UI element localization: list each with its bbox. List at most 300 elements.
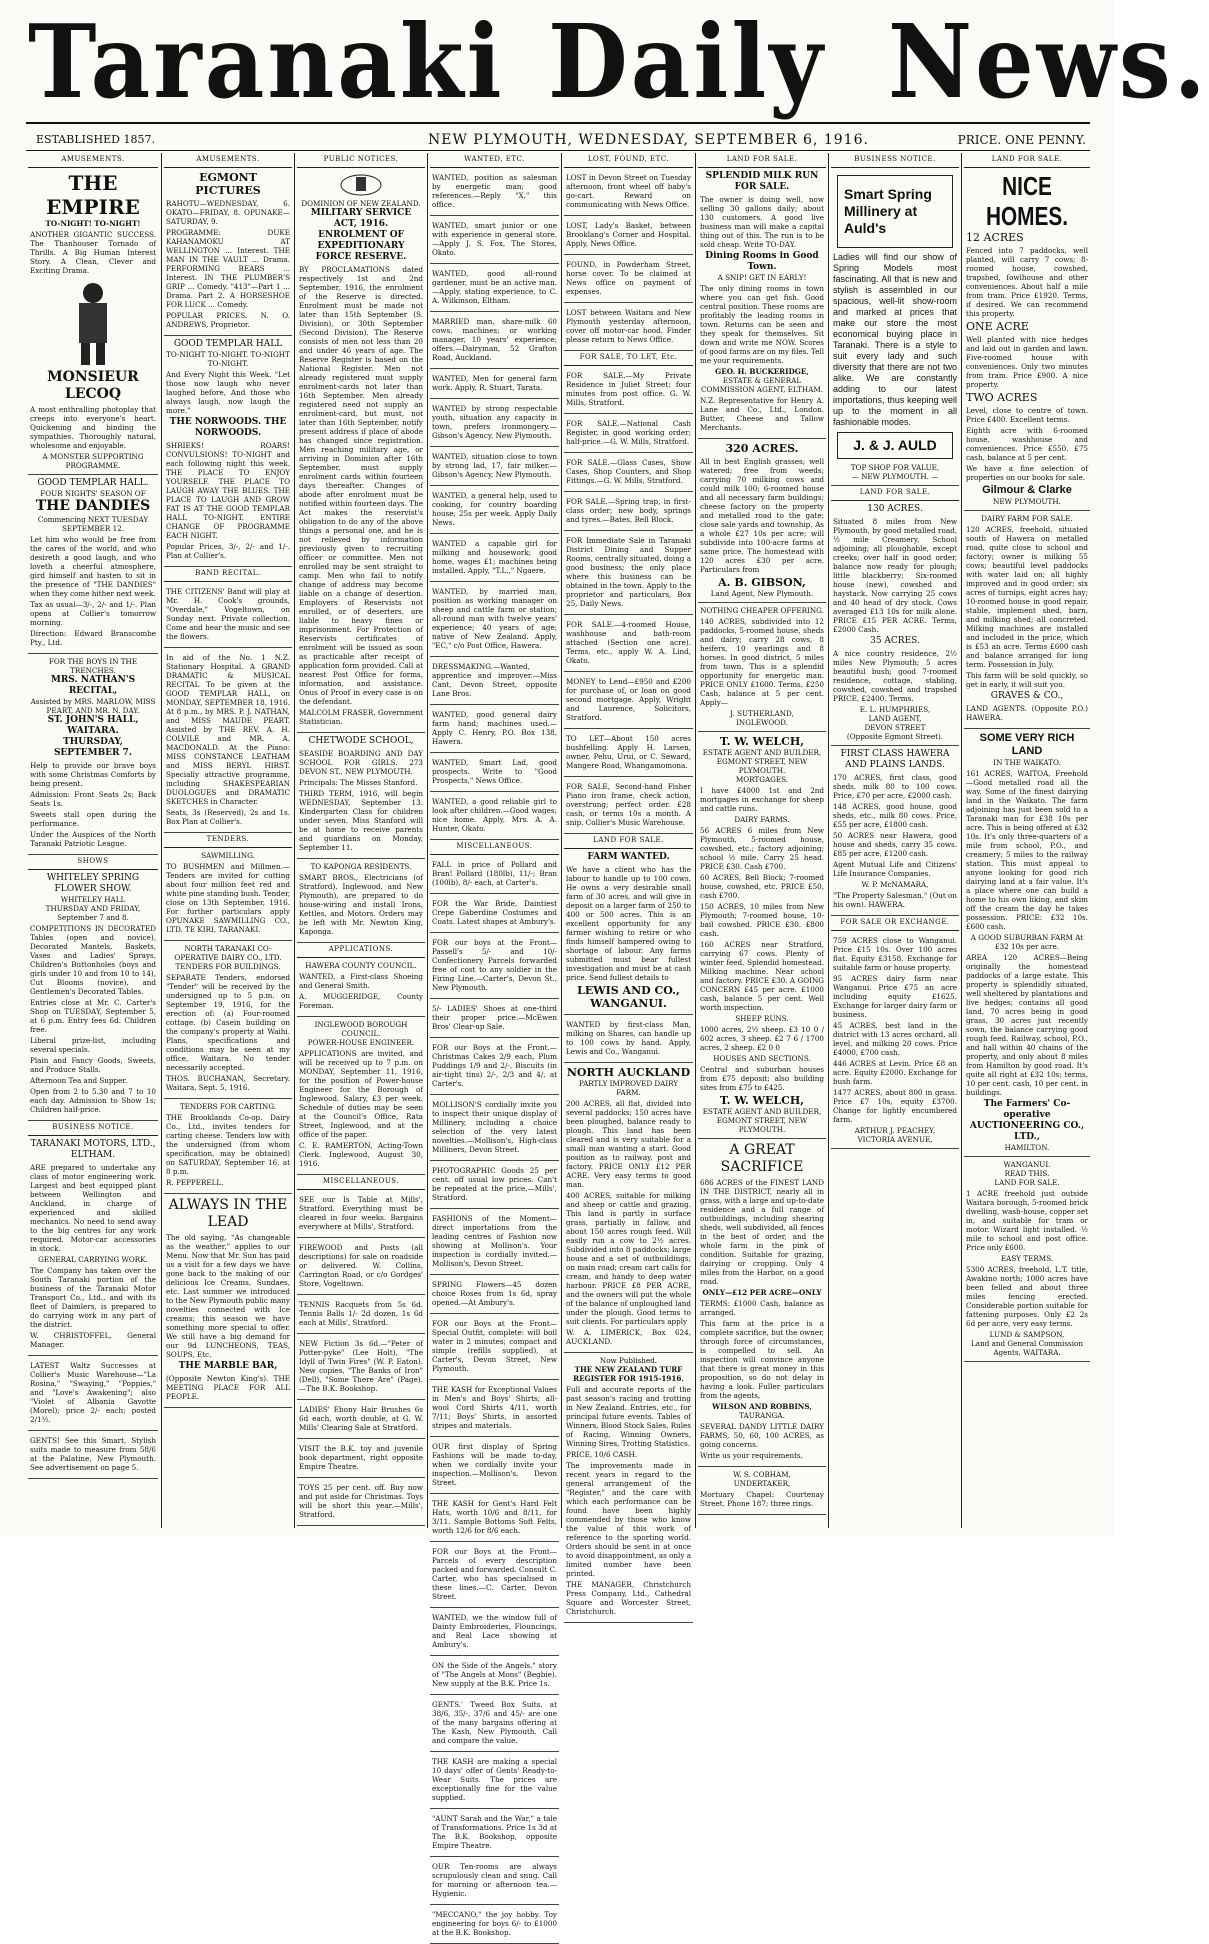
- misc-ad: [430, 1437, 559, 1494]
- cobham-ad: [698, 1467, 826, 1515]
- wanted-item: WANTED a capable girl for milking and housework; good home, wages £1; machines being installed. Apply, "T.L.," Ngaere.: [432, 539, 557, 575]
- sold: This farm will be sold quickly, so get in early, it will suit you.: [966, 671, 1088, 689]
- coat-of-arms-icon: [299, 171, 423, 199]
- wanted-item: WANTED, good all-round gardener, must be an active man.—Apply, stating experience, to C. A. Wilkinson, Eltham.: [432, 269, 557, 305]
- cobham: W. S. COBHAM,: [733, 1470, 791, 1479]
- tonight: TO-NIGHT TO-NIGHT. TO-NIGHT TO-NIGHT.: [166, 350, 290, 368]
- column-rule: [695, 153, 696, 1528]
- section-heading: BUSINESS NOTICE.: [28, 1121, 158, 1136]
- section-heading: AMUSEMENTS.: [164, 153, 292, 168]
- man-figure-illustration: [63, 279, 123, 365]
- wanted-item: WANTED by strong respectable youth, situation any capacity in town, prefers ironmongery.—Gibson's Agency, New Plymouth.: [432, 404, 557, 440]
- eighth: Eighth acre with 6-roomed house, washhouse and conveniences. Price £550. £75 cash, balance at 5 per cent.: [966, 426, 1088, 462]
- welch-ad: [698, 732, 826, 1139]
- inglewood-title: INGLEWOOD BOROUGH COUNCIL.: [314, 1020, 408, 1038]
- acres-686: 686 ACRES of the FINEST LAND IN THE DISTRICT, nearly all in grass, with a large and up-to-date residence and a full range of outbuildings, including shearing sheds, well subdivided, all fences in the best of order, and the whole farm in the pink of condition. Suitable for grazing, dairying or cropping. Only 4 miles from the Harbor, on a good road.: [700, 1178, 824, 1286]
- column-rule: [161, 153, 162, 1528]
- sale-item: FOR SALE, Second-hand Fisher Piano iron frame, check action, overstrung; perfect order. £28 cash, or terms 10s a month. A snip. Collier's Music Warehouse.: [566, 782, 691, 827]
- sale-item: MONEY to Lend—£950 and £200 for purchase of, or loan on good second mortgage. Apply, Wright and Laurence, Solicitors, Stratford.: [566, 677, 691, 722]
- misc-item: WANTED, we the window full of Dainty Embroideries, Flouncings, and Real Lace showing at Ambury's.: [432, 1613, 557, 1649]
- farmers: The Farmers' Co-operative AUCTIONEERING CO., LTD.,: [969, 1099, 1085, 1142]
- area-120: AREA 120 ACRES—Being originally the homestead paddocks of a large estate. This property is splendidly situated, well sheltered by plantations and live hedges; contains all good land, 70 acres being in good grass, 30 acres just recently sown, the balance carrying good rough feed. Railway, school, P.O., and hall within 40 chains of the property, and only about 8 miles from Hamilton by good road. It's quite all right at £32 10s; terms, 10 per cent. cash, 10 per cent. in buildings.: [966, 953, 1088, 1097]
- band-text: THE CITIZENS' Band will play at Mr. H. Cook's grounds, "Overdale," Vogeltown, on Sunday next. Private collection. Come and hear the music and see the flowers.: [166, 587, 290, 641]
- welch-sub: ESTATE AGENT AND BUILDER, EGMONT STREET, NEW PLYMOUTH.: [702, 748, 822, 775]
- price: PRICE. ONE PENNY.: [957, 133, 1086, 147]
- lund-ad: [964, 1157, 1090, 1362]
- section-heading: LAND FOR SALE.: [698, 153, 826, 168]
- column-1: [28, 153, 158, 1528]
- one-acre-2: 1 ACRE freehold just outside Waitara borough, 5-roomed brick dwelling, wash-house, copper set in, and suitable for tram or motor. Wizard light installed. ½ mile to school and post office. Price only £600.: [966, 1189, 1088, 1252]
- misc-ad: [430, 1380, 559, 1437]
- misc-ad: [430, 1038, 559, 1095]
- wanted-ad: [430, 705, 559, 753]
- sale-ad: [564, 672, 693, 729]
- section-heading: LOST, FOUND, ETC.: [564, 153, 693, 168]
- mortgages-text: I have £4000 1st and 2nd mortgages in exchange for sheep and cattle runs.: [700, 786, 824, 813]
- turf-title: THE NEW ZEALAND TURF REGISTER FOR 1915-1916.: [573, 1365, 684, 1383]
- egmont-dates: RAHOTU—WEDNESDAY, 6. OKATO—FRIDAY, 8. OPUNAKE—SATURDAY, 9.: [166, 199, 290, 226]
- sutherland-town: INGLEWOOD.: [736, 718, 788, 727]
- marble-addr: (Opposite Newton King's). THE MEETING PLACE FOR ALL PEOPLE.: [166, 1374, 290, 1401]
- welch: T. W. WELCH,: [719, 735, 805, 748]
- section-heading: APPLICATIONS.: [297, 943, 425, 958]
- acres-35-title: 35 ACRES.: [870, 636, 920, 646]
- buckeridge-rep: N.Z. Representative for Henry A. Lane and Co., Ltd., London. Butter, Cheese and Tallow Merchants.: [700, 396, 824, 432]
- farm-wanted-text: We have a client who has the labour to handle up to 100 cows. He owns a very desirable small farm of 30 acres, and will give in deposit on a larger farm of 250 to 400 or 500 acres. This is an excellent opportunity for any farmer wishing to retire or who finds himself hampered owing to shortage of labour. Any farms submitted must bear fullest investigation and must be at cash price. Send fullest details to: [566, 865, 691, 982]
- welch2: T. W. WELCH,: [719, 1094, 805, 1107]
- misc-ad: [430, 1494, 559, 1542]
- milk-run-ad: [698, 168, 826, 439]
- enrolment-title: ENROLMENT OF EXPEDITIONARY FORCE RESERVE.: [315, 230, 407, 262]
- misc-item: THE KASH for Exceptional Values in Men's and Boys' Shirts; all-wool Cord Shirts 4/11, worth 7/11; Boys' Shirts, in assorted stripes and materials.: [432, 1385, 557, 1430]
- wanted-ad: [430, 399, 559, 447]
- turf-price: PRICE, 10/6 CASH.: [566, 1450, 637, 1459]
- selection: We have a fine selection of properties on our books for sale.: [966, 464, 1088, 482]
- smart-millinery: Smart Spring Millinery at Auld's: [837, 175, 953, 248]
- wanted-ad: [430, 447, 559, 486]
- dateline-rule: [26, 150, 1090, 151]
- only-12: ONLY—£12 PER ACRE—ONLY: [702, 1288, 822, 1297]
- column-rule: [828, 153, 829, 1528]
- column-3: [297, 153, 425, 1528]
- misc-ad: [430, 933, 559, 999]
- misc-ad: [430, 1314, 559, 1380]
- acres-56: 56 ACRES 6 miles from New Plymouth, 5-roomed house, cowshed, etc.; factory adjoining; school ½ mile. Carry 25 head. PRICE £30. Cash £700.: [700, 826, 824, 871]
- sale-ad: [564, 729, 693, 777]
- egmont-ad: [164, 168, 292, 336]
- dairy-heading: DAIRY FARM FOR SALE.: [981, 514, 1073, 523]
- column-rule: [427, 153, 428, 1528]
- hawera-text: WANTED, a First-class Shoeing and General Smith.: [299, 972, 423, 990]
- graves-ad: [964, 511, 1090, 729]
- welch2-sub: ESTATE AGENT AND BUILDER, EGMONT STREET, NEW PLYMOUTH.: [702, 1107, 822, 1134]
- chetwode-sub: SEASIDE BOARDING AND DAY SCHOOL FOR GIRLS. 273 DEVON ST., NEW PLYMOUTH.: [299, 749, 423, 776]
- prize: Liberal prize-list, including several specials.: [30, 1036, 156, 1054]
- misc-item: PHOTOGRAPHIC Goods 25 per cent. off usual low prices. Can't be repeated at the price.—Mills', Stratford.: [432, 1166, 557, 1202]
- turf-ad: [564, 1353, 693, 1623]
- milk-run-title: SPLENDID MILK RUN FOR SALE.: [705, 171, 819, 192]
- misc-ad: [430, 1542, 559, 1608]
- masthead-word-taranaki: Taranaki: [28, 2, 505, 122]
- two-acres-title: TWO ACRES: [966, 391, 1038, 404]
- section-heading: MISCELLANEOUS.: [297, 1175, 425, 1190]
- read-this: READ THIS.: [1004, 1169, 1050, 1178]
- gilmour-ad: [964, 168, 1090, 511]
- lost-item: LOST between Waitara and New Plymouth yesterday afternoon, cover off motor-car hood. Finder please return to News Office.: [566, 308, 691, 344]
- section-heading: FOR SALE OR EXCHANGE.: [831, 916, 959, 931]
- humphries: E. L. HUMPHRIES,: [859, 705, 931, 714]
- graves-sub: LAND AGENTS. (Opposite P.O.) HAWERA.: [966, 704, 1088, 722]
- powerhouse-text: APPLICATIONS are invited, and will be received up to 7 p.m. on MONDAY, September 11, 1916, for the position of Power-house Engineer for the Borough of Inglewood. Salary, £3 per week. Schedule of duties may be seen at the Council's Office, Rata Street, Inglewood, and at the office of the paper.: [299, 1049, 423, 1139]
- easy-terms: EASY TERMS.: [1000, 1254, 1054, 1263]
- column-7: [831, 153, 959, 1528]
- every-night: And Every Night this Week. "Let those now laugh who never laughed before, And those who always laugh, now laugh the more.": [166, 370, 290, 415]
- shrieks: SHRIEKS! ROARS! CONVULSIONS! TO-NIGHT and each following night this week. THE PLACE TO ENJOY YOURSELF. THE PLACE TO LAUGH AWAY THE BLUES. THE PLACE TO LAUGH AND GROW FAT IS AT THE GOOD TEMPLAR HALL TO-NIGHT. ENTIRE CHANGE OF PROGRAMME EACH NIGHT.: [166, 441, 290, 540]
- boys-title: FOR THE BOYS IN THE TRENCHES.: [48, 657, 138, 675]
- wanted-ad: [430, 582, 559, 657]
- hawera-title: HAWERA COUNTY COUNCIL.: [305, 961, 417, 970]
- lund: LUND & SAMPSON,: [989, 1330, 1065, 1339]
- misc-ad: [430, 1275, 559, 1314]
- lost-item: LOST in Devon Street on Tuesday afternoon, front wheel off baby's go-cart. Reward on communicating with News Office.: [566, 173, 691, 209]
- gth-title: GOOD TEMPLAR HALL.: [37, 478, 149, 488]
- mcnamara-ad: [831, 746, 959, 916]
- mortgages: MORTGAGES.: [735, 775, 789, 784]
- misc-item: SEE our Is Table at Mills', Stratford. Everything must be cleared in four weeks. Bargains everywhere at Mills', Stratford.: [299, 1195, 423, 1231]
- acres-161: 161 ACRES, WAITOA, Freehold—Good metalled road all the way. Some of the finest dairying land in the Waikato. The farm adjoining has just been sold to a Taranaki man for £38 10s per acre. This is being offered at £32 10s. It's only three-quarters of a mile from school, P.O., and creamery; 5 miles to the railway station. This must appeal to anyone looking for good rich dairying land at a fair value. It's a place where one can build a home to his own liking, and skim off the cream the day he takes possession. PRICE: £32 10s. £600 cash.: [966, 769, 1088, 931]
- mcnamara-sub: "The Property Salesman." (Out on his own). HAWERA.: [833, 891, 957, 909]
- masthead-word-daily: Daily: [548, 2, 826, 122]
- misc-item: GENTS.' Tweed Box Suits, at 38/6, 35/-, 37/6 and 45/- are one of the many bargains offering at The Kash, New Plymouth. Call and compare the value.: [432, 1700, 557, 1745]
- lecoq-support: A MONSTER SUPPORTING PROGRAMME.: [42, 452, 144, 470]
- misc-ad: [430, 855, 559, 894]
- misc-item: FIREWOOD and Posts (all descriptions) for sale on roadside or delivered. W. Collins, Carrington Road, or c/o Gordges' Store, Vogeltown.: [299, 1243, 423, 1288]
- farm-wanted-ad: [564, 849, 693, 1015]
- christoffel: W. CHRISTOFFEL, General Manager.: [30, 1331, 156, 1349]
- misc-item: FOR our Boys at the Front—Parcels of every description packed and forwarded. Consult C. Carter, who has specialised in these lines.—C. Carter, Devon Street.: [432, 1547, 557, 1601]
- acres-95: 95 ACRES dairy farm near Wanganui. Price £75 an acre including equity £1625. Exchange for larger dairy farm or business.: [833, 974, 957, 1019]
- sale-ad: [564, 531, 693, 615]
- nathan-assist: Assisted by MRS. MARLOW, MISS PEART, AND MR. N. DAY.: [30, 697, 156, 715]
- tea: Afternoon Tea and Supper.: [30, 1076, 128, 1085]
- auld-text: Ladies will find our show of Spring Models most fascinating. All that is new and stylish is assembled in our spacious, well-lit show-room and marked at prices that make our store the most economical buying place in Taranaki. There is a style to suit every lady and such diversity that there are not two alike. We are constantly adding to our latest importations, thus keeping well up to the moment in all fashionable modes.: [833, 252, 957, 427]
- land-sale: LAND FOR SALE.: [994, 1178, 1060, 1187]
- acres-60: 60 ACRES, Bell Block; 7-roomed house, cowshed, etc. PRICE £50, cash £700.: [700, 873, 824, 900]
- lund-sub: Land and General Commission Agents, WAITARA.: [971, 1339, 1083, 1357]
- farm-wanted-title: FARM WANTED.: [587, 852, 670, 862]
- muggeridge: A. MUGGERIDGE, County Foreman.: [299, 992, 423, 1010]
- victoria: VICTORIA AVENUE,: [857, 1135, 933, 1144]
- sheep-title: SHEEP RUNS.: [735, 1014, 789, 1023]
- fraser: MALCOLM FRASER, Government Statistician.: [299, 708, 423, 726]
- misc-ad: [430, 894, 559, 933]
- wanted-ad: [430, 216, 559, 264]
- powerhouse-title: POWER-HOUSE ENGINEER.: [307, 1038, 415, 1047]
- wanted-item: WANTED, smart junior or one with experience in general store.—Apply J. S. Fox, The Stores, Okato.: [432, 221, 557, 257]
- misc-item: OUR Ten-rooms are always scrupulously clean and snug. Call for morning or afternoon tea.—Hygienic.: [432, 1862, 557, 1898]
- motors-ad: [28, 1136, 158, 1356]
- always-title: ALWAYS IN THE LEAD: [168, 1197, 288, 1230]
- term: THIRD TERM, 1916, will begin WEDNESDAY, September 13. Kindergarten Class for children under seven. Miss Stanford will be at home to receive parents and guardians on Monday, September 11.: [299, 789, 423, 852]
- dandies-text: Let him who would be free from the cares of the world, and who desireth a good laugh, and who loveth a cheerful atmosphere, gird himself and hasten to sit in the presence of "THE DANDIES" when they come hither next week.: [30, 535, 156, 598]
- empire-sub: ANOTHER GIGANTIC SUCCESS. The Thanhouser Tornado of Thrills. A Big Human Interest Story. A Clean, Clever and Exciting Drama.: [30, 230, 156, 275]
- section-heading: BUSINESS NOTICE.: [831, 153, 959, 168]
- waltz-ad: [28, 1356, 158, 1431]
- competitions: COMPETITIONS IN DECORATED Tables (open and novice), Decorated Mantels, Baskets, Vases and Ladies' Sprays, Children's Buttonholes (boys and girls under 10 and from 10 to 14), Cut Blooms (novice), and Gentlemen's Decorated Tables.: [30, 924, 156, 996]
- now-published: Now Published.: [599, 1356, 658, 1365]
- dining-text: The only dining rooms in town where you can get fish. Good central position. These rooms are profitably the leading rooms in town. Returns can be seen and they speak for themselves. Sit down and write me NOW. Scores of good farms are on my files. Tell me your requirements.: [700, 284, 824, 365]
- north-auckland-ad: [564, 1063, 693, 1353]
- wanganui: WANGANUI.: [1003, 1160, 1051, 1169]
- acres-130-title: 130 ACRES.: [867, 504, 923, 514]
- whiteley-ad: [28, 870, 158, 1121]
- column-2: [164, 153, 292, 1528]
- column-rule: [561, 153, 562, 1528]
- several: SEVERAL DANDY LITTLE DAIRY FARMS, 50, 60, 100 ACRES, as going concerns.: [700, 1422, 824, 1449]
- wanted-item: WANTED, Smart Lad, good prospects. Write to "Good Prospects," News Office.: [432, 758, 557, 785]
- misc-ad: [297, 1478, 425, 1526]
- always-text: The old saying, "As changeable as the weather," applies to our Menu. Now that Mr. Sun has paid us a visit for a few days we have gone back to the making of our delicious Ice Creams, Sundaes, etc. Last summer we introduced to the New Plymouth public many novelties connected with Ice creams; this season we have something more special to offer. We still have a big demand for our 9d LUNCHEONS, TEAS, SOUPS, Etc.: [166, 1233, 290, 1359]
- recital-ad: [28, 654, 158, 855]
- sale-item: FOR Immediate Sale in Taranaki District Dining and Supper Rooms, centrally situated, doing a good business; the only place where this business can be obtained in the town. Apply to the proprietor and particulars, Box 25, Daily News.: [566, 536, 691, 608]
- misc-item: THE KASH are making a special 10 days' offer of Gents' Ready-to-Wear Suits. The prices are exceptionally fine for the value supplied.: [432, 1757, 557, 1802]
- misc-ad: [430, 999, 559, 1038]
- misc-item: LADIES' Ebony Hair Brushes 6s 6d each, worth double, at G. W. Mills' Clearing Sale at Stratford.: [299, 1405, 423, 1432]
- wanted-item: WANTED, good general dairy farm hand; machines used.—Apply C. Henry, P.O. Box 138, Hawera.: [432, 710, 557, 746]
- sale-ad: [564, 492, 693, 531]
- empire-tonight: TO-NIGHT! TO-NIGHT!: [45, 219, 141, 228]
- lost-ad: [564, 216, 693, 255]
- sale-ad: [564, 777, 693, 834]
- misc-item: FOR the War Bride, Daintiest Crepe Gaberdine Costumes and Coats. Latest shapes at Ambury's.: [432, 899, 557, 926]
- plain-stalls: Plain and Fancy Goods, Sweets, and Produce Stalls.: [30, 1056, 156, 1074]
- acres-12-text: Fenced into 7 paddocks, well planted, will carry 7 cows; 8-roomed house, cowshed, trapshed, fowlhouse and other conveniences. About half a mile from tram. Price £1920. Terms, if desired. We can recommend this property.: [966, 246, 1088, 318]
- misc-ad: [297, 1439, 425, 1478]
- buckeridge-sub: ESTATE & GENERAL COMMISSION AGENT, ELTHAM.: [700, 376, 824, 394]
- masthead: [28, 2, 1209, 122]
- misc-ad: [430, 1752, 559, 1809]
- column-rule: [294, 153, 295, 1528]
- misc-ad: [430, 1608, 559, 1656]
- nothing-cheaper-ad: [698, 603, 826, 732]
- milk-run-text: The owner is doing well, now selling 30 gallons daily; about 130 customers. A good live business man will make a capital thing out of this. The run is to be sold cheap. Write TO-DAY.: [700, 195, 824, 249]
- dandies-direction: Direction: Edward Branscombe Pty., Ltd.: [30, 629, 156, 647]
- section-heading: BAND RECITAL.: [164, 567, 292, 582]
- wanted-item: WANTED, a good reliable girl to look after children.—Good wages; nice home. Apply, Mrs. A. A. Hunter, Okato.: [432, 797, 557, 833]
- wanted-farm-ad: [564, 1015, 693, 1063]
- improvements: The improvements made in recent years in regard to the general arrangement of the "Register," and the care with which each performance can be found have been highly commended by those who know the value of this work of reference to the sporting world. Orders should be sent in at once to avoid disappointment, as only a limited number have been printed.: [566, 1461, 691, 1578]
- sawmilling-ad: [164, 848, 292, 941]
- stationary-ad: [164, 648, 292, 833]
- section-heading: FOR SALE, TO LET, Etc.: [564, 351, 693, 366]
- sawmilling-text: TO BUSHMEN and Millmen.—Tenders are invited for cutting about four million feet red and white pine standing bush. Tender, close on 13th September, 1916. For further particulars apply OPUNAKE SAWMILLING CO., LTD. TE KIRI, TARANAKI.: [166, 862, 290, 934]
- gents-ad: [28, 1431, 158, 1479]
- misc-item: FOR our boys at the Front—Passell's 5/- and 10/- Confectionery Parcels forwarded free of cost to any soldier in the Firing Line.—Carter's, Devon St., New Plymouth.: [432, 938, 557, 992]
- wanted-ad: [430, 312, 559, 369]
- wanted-item: DRESSMAKING.—Wanted, apprentice and improver.—Miss Cant, Devon Street, opposite Lane Bros.: [432, 662, 557, 698]
- agent: Agent Mutual Life and Citizens' Life Insurance Companies.: [833, 860, 957, 878]
- acres-170: 170 ACRES, first class, good sheds, milk 80 to 100 cows. Price, £70 per acre, £2000 cash.: [833, 773, 957, 800]
- kaponga-title: TO KAPONGA RESIDENTS.: [310, 862, 412, 871]
- carrying-text: The Company has taken over the South Taranaki portion of the business of the Taranaki Motor Transport Co., Ltd., and with its fleet of Daimlers, is prepared to do carrying work in any part of the district.: [30, 1266, 156, 1329]
- misc-item: MOLLISON'S cordially invite you to inspect their unique display of Millinery, including a choice selection of the very latest novelties.—Mollison's, High-class Milliners, Devon Street.: [432, 1100, 557, 1154]
- sale-ad: [564, 615, 693, 672]
- humphries-sub: LAND AGENT,: [868, 714, 922, 723]
- acres-5300: 5300 ACRES, freehold, L.T. title, Awakino north; 1000 acres have been felled and about three miles fencing erected. Considerable portion suitable for fattening purposes. Only £2 2s 6d per acre, very easy terms.: [966, 1265, 1088, 1328]
- band-ad: [164, 582, 292, 648]
- carting-text: THE Brooklands Co-op. Dairy Co., Ltd., invites tenders for carting cheese. Tenders low with the undersigned (from whom specification, may be obtained) on SATURDAY, September 16, at 8 p.m.: [166, 1113, 290, 1176]
- waltz-text: LATEST Waltz Successes at Collier's Music Warehouse—"La Rosina," "Swaying," "Poppies," and "Love's Awakening"; also "Violet of Albania Gavotte (Morel); price 2/- each; posted 2/1½.: [30, 1361, 156, 1424]
- ntcoop: NORTH TARANAKI CO-OPERATIVE DAIRY CO., LTD.: [174, 944, 282, 962]
- peachey: ARTHUR J. PEACHEY,: [854, 1126, 936, 1135]
- misc-ad: [430, 1656, 559, 1695]
- wanted-item: WANTED, position as salesman by energetic man; good references.—Reply "X," this office.: [432, 173, 557, 209]
- dining-title: Dining Rooms in Good Town.: [705, 251, 819, 272]
- pepperell: R. PEPPERELL.: [166, 1178, 224, 1187]
- wanted-ad: [430, 792, 559, 840]
- sale-item: FOR SALE.—Spring trap, in first-class order; new body, springs and tyres.—Bates, Bell Block.: [566, 497, 691, 524]
- acres-120: 120 ACRES, freehold, situated south of Hawera on metalled road, quite close to school and factory; owner is milking 55 cows; beautiful level paddocks with water laid on; all highly improved and in good order; six acres of turnips, eight acres hay; 10-roomed house in good repair, stable, implement shed, barn, and milking shed; all concreted. Milking machines are installed and included in the price, which is £53 an acre. Terms £600 cash and balance arranged for long term. Possession in July.: [966, 525, 1088, 669]
- section-heading: AMUSEMENTS.: [28, 153, 158, 168]
- marble-title: THE MARBLE BAR,: [178, 1361, 278, 1371]
- dateline: [28, 130, 1090, 150]
- misc-item: TOYS 25 per cent. off. Buy now and put aside for Christmas. Toys will be short this year.—Mills', Stratford.: [299, 1483, 423, 1519]
- misc-ad: [430, 1695, 559, 1752]
- waikato: IN THE WAIKATO.: [993, 758, 1061, 767]
- wanted-ad: [430, 486, 559, 534]
- stjohns-title: ST. JOHN'S HALL, WAITARA.: [47, 715, 139, 736]
- lost-ad: [564, 255, 693, 303]
- buildings-title: TENDERS FOR BUILDINGS.: [175, 962, 281, 971]
- robbins: WILSON AND ROBBINS,: [712, 1402, 812, 1411]
- acres-759: 759 ACRES close to Wanganui. Price £15 10s. Over 100 acres flat. Equity £3158. Exchange for suitable farm or house property.: [833, 936, 957, 972]
- wanted-ad: [430, 657, 559, 705]
- devon-sub: (Opposite Egmont Street).: [846, 732, 944, 741]
- misc-ad: [297, 1190, 425, 1238]
- misc-item: VISIT the B.K. toy and juvenile book department, right opposite Empire Theatre.: [299, 1444, 423, 1471]
- lost-ad: [564, 303, 693, 351]
- section-heading: LAND FOR SALE.: [831, 486, 959, 501]
- stjohns-text: Help to provide our brave boys with some Christmas Comforts by being present.: [30, 761, 156, 788]
- buildings-ad: [164, 941, 292, 1099]
- thursday-date: THURSDAY, SEPTEMBER 7.: [53, 737, 133, 758]
- entries: Entries close at Mr. C. Carter's Shop on TUESDAY, September 5, at 6 p.m. Entry fees 6d. Children free.: [30, 998, 156, 1034]
- acres-200: 200 ACRES, all flat, divided into several paddocks; 150 acres have been ploughed, balance ready to plough. This land has been cleared and is very suitable for a small man wanting a start. Good position as to railway, post and factory. PRICE ONLY £12 PER ACRE. Very easy terms to good man.: [566, 1099, 691, 1189]
- lost-ad: [564, 168, 693, 216]
- wanted-ad: [430, 264, 559, 312]
- partly-title: PARTLY IMPROVED DAIRY FARM.: [578, 1079, 679, 1097]
- robbins-text: This farm at the price is a complete sacrifice, but the owner, through force of circumstances, is compelled to sell. An inspection will convince anyone that there is great money in this proposition, so do not delay in having a look. Fuller particulars from the agents,: [700, 1319, 824, 1400]
- lewis-title: LEWIS AND CO., WANGANUI.: [577, 984, 680, 1010]
- sheep-table: 1000 acres, 2½ sheep. £3 10 0 / 602 acres, 3 sheep. £2 7 6 / 1700 acres, 2 sheep. £2 0 0: [700, 1025, 824, 1052]
- sale-item: FOR SALE.—Glass Cases, Show Cases, Shop Counters, and Shop Fittings.—G. W. Mills, Stratford.: [566, 458, 691, 485]
- one-acre-text: Well planted with nice hedges and laid out in garden and lawn. Five-roomed house with conveniences. Only two minutes from tram. Price £900. A nice property.: [966, 335, 1088, 389]
- nice-homes: NICE HOMES.: [985, 171, 1069, 231]
- gilmour-sub: NEW PLYMOUTH.: [993, 497, 1061, 506]
- carrying-title: GENERAL CARRYING WORK.: [38, 1255, 148, 1264]
- four-nights: FOUR NIGHTS' SEASON OF: [40, 489, 146, 498]
- misc-item: FALL in price of Pollard and Bran! Pollard (180lb), 11/-; Bran (100lb), 8/- each, at Carter's.: [432, 860, 557, 887]
- peachey-ad: [831, 931, 959, 1149]
- prices: Popular Prices, 3/-, 2/- and 1/-. Plan at Collier's.: [166, 542, 290, 560]
- auld-ad: [831, 168, 959, 486]
- gibson: A. B. GIBSON,: [718, 576, 806, 589]
- section-heading: LAND FOR SALE.: [564, 834, 693, 849]
- section-heading: TENDERS.: [164, 833, 292, 848]
- limerick: W. A. LIMERICK, Box 624, AUCKLAND.: [566, 1328, 691, 1346]
- lecoq-title: MONSIEUR LECOQ: [47, 369, 139, 402]
- motors-text: ARE prepared to undertake any class of motor engineering work. Largest and best equipped plant between Wellington and Auckland, in charge of experienced and skilled mechanics. No need to send away to the big centres for any work required. Motor-car accessories in stock.: [30, 1163, 156, 1253]
- auld-town: — NEW PLYMOUTH. —: [851, 472, 939, 481]
- mcnamara: W. P. McNAMARA,: [861, 880, 929, 889]
- section-heading: SHOWS: [28, 855, 158, 870]
- humphries-ad: [831, 501, 959, 746]
- whiteley-dates: THURSDAY AND FRIDAY, September 7 and 8.: [45, 904, 141, 922]
- motors-title: TARANAKI MOTORS, LTD., ELTHAM.: [30, 1139, 156, 1160]
- misc-ad: [430, 1095, 559, 1161]
- empire-ad: [28, 168, 158, 475]
- auld-name: J. & J. AULD: [837, 432, 953, 459]
- dandies-title: THE DANDIES: [35, 498, 151, 514]
- acres-320-ad: [698, 439, 826, 603]
- empire-title: THE EMPIRE: [46, 171, 140, 219]
- acres-45: 45 ACRES, best land in the district with 13 acres orchard, all level, and milking 20 cows. Price £4000, £700 cash.: [833, 1021, 957, 1057]
- cobham-addr: Mortuary Chapel: Courtenay Street. Phone 187; three rings.: [700, 1490, 824, 1508]
- lost-item: LOST, Lady's Basket, between Brooklang's Corner and Hospital. Apply, News Office.: [566, 221, 691, 248]
- dominion: DOMINION OF NEW ZEALAND.: [301, 199, 421, 208]
- acres-150: 150 ACRES, 10 miles from New Plymouth; 7-roomed house, 10-bail cowshed. PRICE £30. £800 cash.: [700, 902, 824, 938]
- wanted-ad: [430, 753, 559, 792]
- sawmilling-title: SAWMILLING.: [201, 851, 255, 860]
- sacrifice-ad: [698, 1139, 826, 1467]
- sale-ad: [564, 414, 693, 453]
- misc-ad: [430, 1161, 559, 1209]
- misc-item: OUR first display of Spring Fashions will be made to-day, when we cordially invite your inspection.—Mollison's, Devon Street.: [432, 1442, 557, 1487]
- tauranga: TAURANGA.: [739, 1411, 785, 1420]
- kaponga-ad: [297, 859, 425, 943]
- wanted-farm-text: WANTED by first-class Man, milking on Shares, can handle up to 100 cows by hand. Apply, Lewis and Co., Wanganui.: [566, 1020, 691, 1056]
- carting-ad: [164, 1099, 292, 1194]
- gibson-sub: Land Agent, New Plymouth.: [710, 589, 814, 598]
- open-hours: Open from 2 to 5.30 and 7 to 10 each day. Admission to Show 1s; Children half-price.: [30, 1087, 156, 1114]
- terms: TERMS: £1000 Cash, balance as arranged.: [700, 1299, 824, 1317]
- misc-item: 5/- LADIES' Shoes at one-third their proper price.—McEwen Bros' Clear-up Sale.: [432, 1004, 557, 1031]
- stationary-text: In aid of the No. 1 N.Z. Stationary Hospital. A GRAND DRAMATIC & MUSICAL RECITAL To be given at the GOOD TEMPLAR HALL, on MONDAY, SEPTEMBER 18, 1916. At 8 p.m., by MRS. P. J. NATHAN, and MISS MAUDE PEART. Assisted by THE REV. A. H. COLVILE and MR. A. MACDONALD. At the Piano: MISS CONSTANCE LEATHAM and MISS BERYL HIRST. Specially attractive programme, including SHAKESPEARIAN DUOLOGUES and DRAMATIC SKETCHES in Character.: [166, 653, 290, 806]
- masthead-word-news: News.: [888, 2, 1209, 122]
- place-date: NEW PLYMOUTH, WEDNESDAY, SEPTEMBER 6, 1916.: [428, 132, 869, 148]
- column-5: [564, 153, 693, 1616]
- column-6: [698, 153, 826, 1528]
- dandies-tax: Tax as usual—3/-, 2/- and 1/-. Plan opens at Collier's tomorrow morning.: [30, 600, 156, 627]
- chetwode-title: CHETWODE SCHOOL,: [308, 736, 414, 746]
- acres-35-text: A nice country residence, 2½ miles New Plymouth; 5 acres beautiful bush; good 7-roomed residence, cottage, stabling, cowshed, cowshed and trapshed PRICE, £2400. Terms.: [833, 649, 957, 703]
- misc-ad: [297, 1295, 425, 1334]
- acres-50: 50 ACRES near Hawera, good house and sheds, carry 35 cows. £85 per acre, £1200 cash.: [833, 831, 957, 858]
- wanted-ad: [430, 534, 559, 582]
- misc-item: "MECCANO," the joy hobby. Toy engineering for boys 6/- to £1000 at the B.K. Bookshop.: [432, 1910, 557, 1937]
- wanted-item: MARRIED man, share-milk 60 cows, machines; or working manager, 10 years' experience; offers.—Dairyman, 52 Grafton Road, Auckland.: [432, 317, 557, 362]
- waikato-ad: [964, 729, 1090, 1157]
- write-us: Write us your requirements,: [700, 1451, 804, 1460]
- seats: Seats, 3s (Reserved), 2s and 1s. Box Plan at Collier's.: [166, 808, 290, 826]
- acres-1477: 1477 ACRES, about 800 in grass. Price £7 10s, equity £3700. Change for lightly encumbered farm.: [833, 1088, 957, 1124]
- lost-item: FOUND, in Powderham Street, horse cover. To be claimed at News office on payment of expenses.: [566, 260, 691, 296]
- acres-446: 446 ACRES at Levin. Price £8 an acre. Equity £2000. Exchange for bush farm.: [833, 1059, 957, 1086]
- devon-street: DEVON STREET: [864, 723, 926, 732]
- established: ESTABLISHED 1857.: [36, 133, 155, 146]
- misc-item: FOR our Boys at the Front—Special Outfit, complete: will boil water in 2 minutes; compact and simple (refills supplied), at Carter's, Devon Street, New Plymouth.: [432, 1319, 557, 1373]
- gth2-title: GOOD TEMPLAR HALL: [173, 339, 283, 349]
